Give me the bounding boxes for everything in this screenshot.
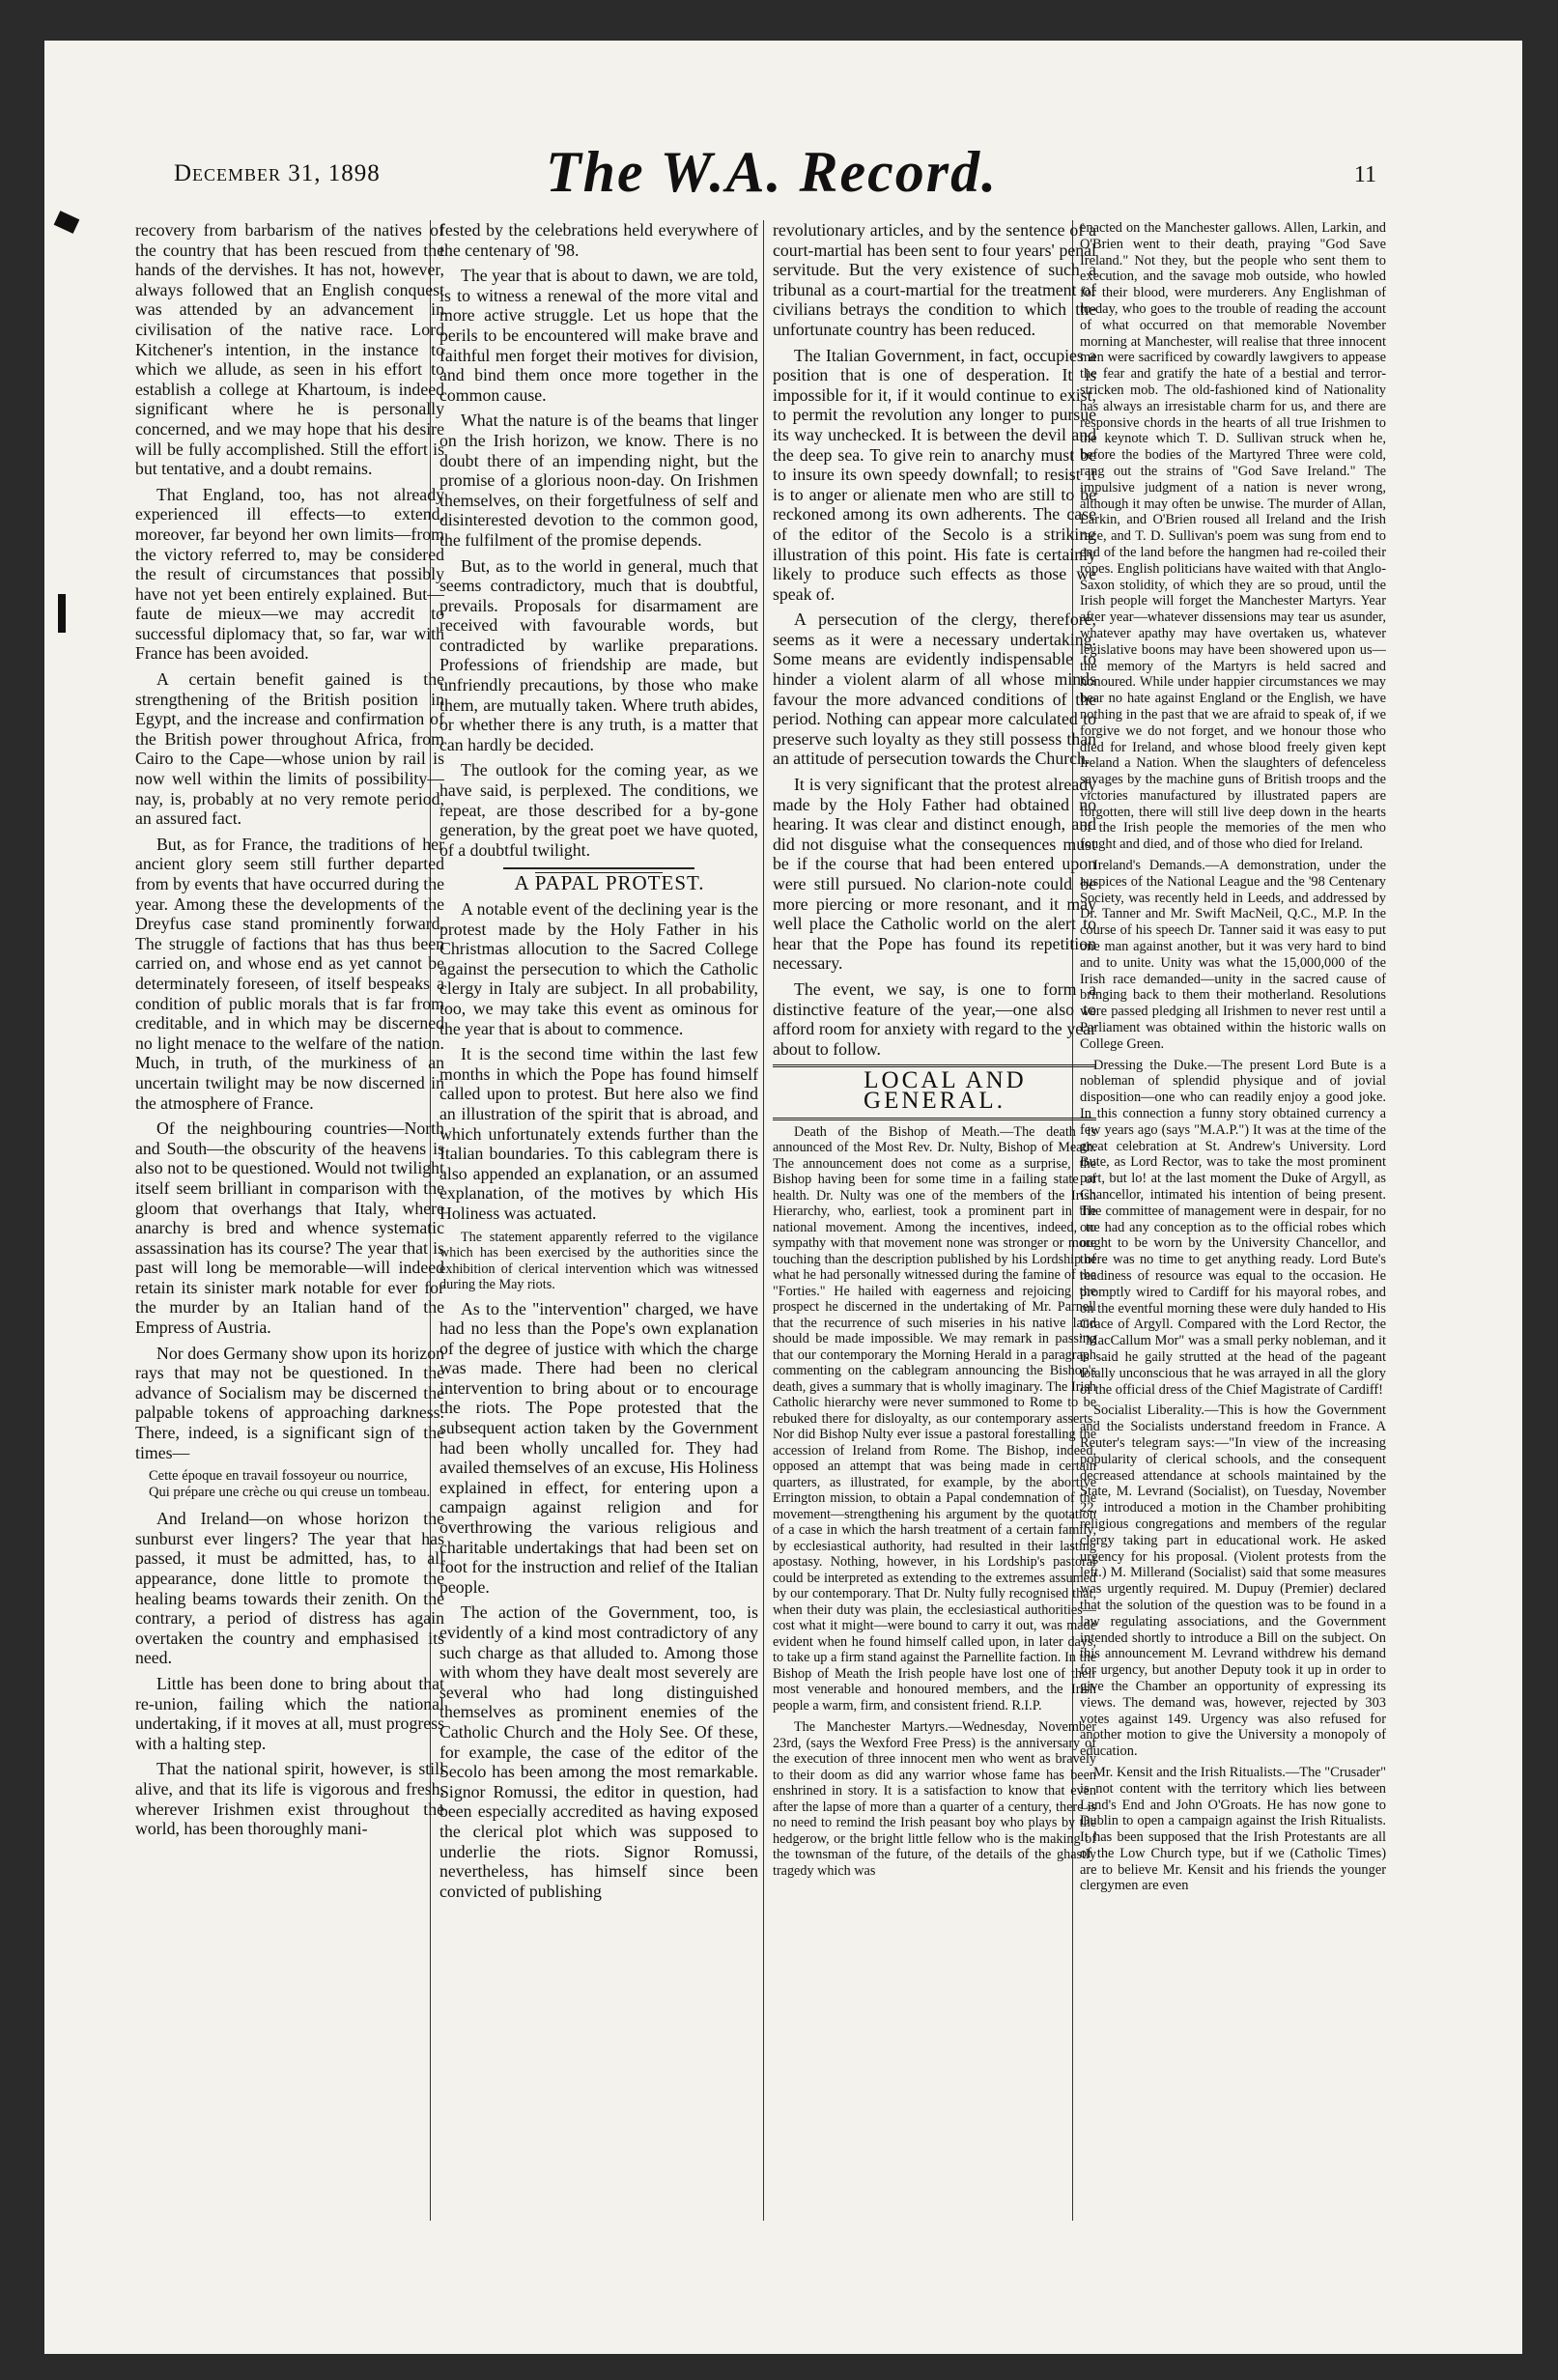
paragraph: fested by the celebrations held everywhere of the centenary of '98. [439, 220, 758, 260]
news-item: Ireland's Demands.—A demonstration, under the auspices of the National League and the '98 Centenary Society, was recently held in Leeds, and addressed by Dr. Tanner and Mr. Swift MacNeil, Q.C., M.P. In the course of his speech Dr. Tanner said it was easy to put one man against another, but it was very hard to bind and to unite. Unity was what the 15,000,000 of the Irish race demanded—unity in the sacred cause of bringing back to them their motherland. Resolutions were passed pledging all Irishmen to never rest until a Parliament was obtained within the historic walls on College Green. [1080, 858, 1386, 1052]
margin-mark [58, 594, 66, 633]
paragraph: A certain benefit gained is the strengthening of the British position in Egypt, and the increase and confirmation of the British power throughout Africa, from Cairo to the Cape—whose union by rail is now well within the limits of possibility—nay, is, probably at no very remote period, an assured fact. [135, 669, 444, 829]
news-item: enacted on the Manchester gallows. Allen, Larkin, and O'Brien went to their death, praying "God Save Ireland." Not they, but the people who sent them to execution, and the savage mob outside, who howled for their blood, were murderers. Any Englishman of to-day, who goes to the trouble of reading the account of what occurred on that memorable November morning at Manchester, will realise that three innocent men were sacrificed by cowardly lawgivers to appease the fear and gratify the hate of a bestial and terror-stricken mob. The old-fashioned kind of Nationality has always an irresistable charm for us, and there are responsive chords in the hearts of all true Irishmen to the keynote which T. D. Sullivan struck when he, before the bodies of the Martyred Three were cold, rang out the strains of "God Save Ireland." The impulsive judgment of a nation is never wrong, although it may often be unwise. The murder of Allan, Larkin, and O'Brien roused all Ireland and the Irish race, and T. D. Sullivan's poem was sung from end to end of the land before the hangmen had re-coiled their ropes. English politicians have waited with that Anglo-Saxon stolidity, of which they are so proud, until the Irish people will forget the Manchester Martyrs. Year after year—whatever dissensions may tear us asunder, whatever apathy may have overtaken us, whatever legislative boons may have been showered upon us—the memory of the Martyrs is held sacred and honoured. While under happier circumstances we may bear no hate against England or the English, we have nothing in the past that we are afraid to speak of, if we forgive we do not forget, and we honour those who died for Ireland, and whose blood freely given kept Ireland a Nation. When the slaughters of defenceless savages by the machine guns of British troops and the victories manufactured by illustrated papers are forgotten, there will still live deep down in the hearts of the Irish people the memories of the men who fought and died, and of those who died for Ireland. [1080, 220, 1386, 853]
column-4 [1080, 220, 1386, 2221]
paragraph: A persecution of the clergy, therefore, seems as it were a necessary undertaking. Some means are evidently indispensable to hinder a violent alarm of all whose minds favour the more advanced conditions of the period. Nothing can appear more calculated to preserve such loyalty as they still possess than an attitude of persecution towards the Church. [773, 609, 1096, 769]
quote-line: Qui prépare une crèche ou qui creuse un tombeau. [149, 1485, 431, 1501]
section-heading: A PAPAL PROTEST. [514, 871, 705, 895]
column-3 [773, 220, 1096, 2221]
page-number: 11 [1353, 162, 1376, 187]
paragraph: And Ireland—on whose horizon the sunburst ever lingers? The year that has passed, it must be admitted, has, to all appearance, done little to promote the healing beams towards their zenith. On the contrary, a period of distress has again overtaken the country and emphasised its need. [135, 1509, 444, 1668]
paragraph: What the nature is of the beams that linger on the Irish horizon, we know. There is no doubt there of an impending night, but the promise of a glorious noon-day. On Irishmen themselves, on their forgetfulness of self and disinterested devotion to the common good, the fulfilment of the promise depends. [439, 411, 758, 550]
issue-date: December 31, 1898 [174, 160, 381, 186]
news-item: Death of the Bishop of Meath.—The death is announced of the Most Rev. Dr. Nulty, Bishop of Meath. The announcement does not come as a surprise, the Bishop having been for some time in a failing state of health. Dr. Nulty was one of the members of the Irish Hierarchy, who, earliest, took a prominent part in the national movement. Among the incentives, indeed, to sympathy with that movement none was stronger or more touching than the description published by his Lordship of what he had personally witnessed during the famine of the "Forties." He hailed with eagerness and rejoicing the prospect he discerned in the undertaking of Mr. Parnell that the recurrence of such miseries in his native land should be made impossible. We may remark in passing that our contemporary the Morning Herald in a paragraph commenting on the cablegram announcing the Bishop's death, gives a summary that is wholly imaginary. The Irish Catholic hierarchy were never summoned to Rome to be rebuked there for disloyalty, as our contemporary asserts. Nor did Bishop Nulty ever issue a pastoral forestalling the accession of Ireland from Rome. The Bishop, indeed, opposed an attempt that was being made in certain quarters, as illustrated, for example, by the abortive Errington mission, to obtain a Papal condemnation of the movement—strengthening his argument by the quotation of a case in which the harsh treatment of a certain family, by ecclesiastical authority, had resulted in their lasting apostasy. Nothing, however, in his Lordship's pastoral could be interpreted as extending to the extremes assumed by our contemporary. That Dr. Nulty fully recognised that, when their duty was plain, the ecclesiastical authorities—cost what it might—were bound to carry it out, was made evident when he found himself called upon, in later days, to take up a firm stand against the Parnellite faction. In the Bishop of Meath the Irish people have lost one of their most venerable and honoured members, and the Irish people a warm, firm, and consistent friend. R.I.P. [773, 1123, 1096, 1714]
masthead [130, 140, 1376, 204]
paragraph: The event, we say, is one to form a distinctive feature of the year,—one also to afford room for anxiety with regard to the year about to follow. [773, 978, 1096, 1059]
verse-quote [135, 1468, 444, 1501]
paragraph: Of the neighbouring countries—North and South—the obscurity of the heavens is also not to be questioned. Would not twilight itself seem brilliant in comparison with the gloom that overhangs that Italy, where anarchy is bred and whence systematic assassination has its course? The year that is past will long be memorable—will indeed retain its sinister mark notable for ever for the murder by an Italian hand of the Empress of Austria. [135, 1119, 444, 1338]
paragraph: Nor does Germany show upon its horizon rays that may not be questioned. In the advance of Socialism may be discerned the palpable tokens of approaching darkness. There, indeed, is a significant sign of the times— [135, 1343, 444, 1462]
quoted-statement: The statement apparently referred to the vigilance which has been exercised by the authorities since the exhibition of clerical intervention which was witnessed during the May riots. [439, 1229, 758, 1292]
paragraph: As to the "intervention" charged, we have had no less than the Pope's own explanation of the degree of justice with which the charge was made. There had been no clerical intervention to bring about or to encourage the riots. The Pope protested that the subsequent action taken by the Government had been wholly uncalled for. They had availed themselves of an excuse, His Holiness explained in effect, for entering upon a campaign against religion and for overthrowing the various religious and charitable undertakings that had been set on foot for the instruction and relief of the Italian people. [439, 1298, 758, 1597]
column-2 [439, 220, 758, 2221]
news-item: Mr. Kensit and the Irish Ritualists.—The "Crusader" is not content with the territory which lies between Land's End and John O'Groats. He has now gone to Dublin to open a campaign against the Irish Ritualists. It has been supposed that the Irish Protestants are all of the Low Church type, but if we (Catholic Times) are to believe Mr. Kensit and his friends the younger clergymen are even [1080, 1764, 1386, 1894]
paragraph: But, as to the world in general, much that seems contradictory, much that is doubtful, prevails. Proposals for disarmament are received with favourable words, but contradicted by warlike preparations. Professions of friendship are made, but unfriendly precautions, by those who make them, are mutually taken. Where truth abides, or whether there is any truth, is a matter that can hardly be decided. [439, 555, 758, 754]
paragraph: It is very significant that the protest already made by the Holy Father had obtained no hearing. It was clear and distinct enough, and did not disguise what the consequences must be if the course that had been entered upon were still pursued. No clarion-note could be more piercing or more resonant, and it may well place the Catholic world on the alert to hear that the Pope has found its repetition necessary. [773, 775, 1096, 974]
column-1 [135, 220, 444, 2221]
paragraph: recovery from barbarism of the natives of the country that has been rescued from the hands of the dervishes. It has not, however, always followed that an English conquest was attended by an advancement in civilisation of the native race. Lord Kitchener's intention, in the instance to which we allude, as seen in his effort to establish a college at Khartoum, is indeed significant where he is personally concerned, and we may hope that his desire will be fully accomplished. Still the effort is but tentative, and a doubt remains. [135, 220, 444, 479]
paragraph: The Italian Government, in fact, occupies a position that is one of desperation. It is impossible for it, if it would continue to exist, to permit the revolution any longer to pursue its way unchecked. It is between the devil and the deep sea. To give rein to anarchy must be to insure its own speedy downfall; to resist it is to anger or alienate men who are still to be reckoned among its own adherents. The case of the editor of the Secolo is a striking illustration of this point. His fate is certainly likely to produce such effects as those we speak of. [773, 345, 1096, 604]
paragraph: The action of the Government, too, is evidently of a kind most contradictory of any such charge as that alluded to. Among those with whom they have dealt most severely are several who had long distinguished themselves as prominent enemies of the Catholic Church and the Holy See. Of these, for example, the case of the editor of the Secolo has been among the most remarkable. Signor Romussi, the editor in question, had been especially accredited as having exposed the clerical plot which was supposed to underlie the riots. Signor Romussi, nevertheless, has himself since been convicted of publishing [439, 1602, 758, 1901]
paragraph: revolutionary articles, and by the sentence of a court-martial has been sent to four years' penal servitude. But the very existence of such a tribunal as a court-martial for the treatment of civilians betrays the condition to which the unfortunate country has been reduced. [773, 220, 1096, 339]
paragraph: A notable event of the declining year is the protest made by the Holy Father in his Christmas allocution to the Sacred College against the persecution to which the Catholic clergy in Italy are subject. In all probability, too, we may take this event as ominous for the year that is about to commence. [439, 899, 758, 1038]
newspaper-title: The W.A. Record. [546, 140, 999, 204]
column-rule [763, 220, 764, 2221]
paragraph: That England, too, has not already experienced ill effects—to extend, moreover, far beyond her own limits—from the victory referred to, may be considered the result of circumstances that possibly have not yet been entirely explained. But—faute de mieux—we may accredit to successful diplomacy that, so far, war with France has been avoided. [135, 484, 444, 664]
paragraph: The year that is about to dawn, we are told, is to witness a renewal of the more vital and more active struggle. Let us hope that the perils to be encountered will make brave and faithful men forget their motives for division, and bind them once more together in the common cause. [439, 266, 758, 405]
paragraph: The outlook for the coming year, as we have said, is perplexed. The conditions, we repeat, are those described for a by-gone generation, by the great poet we have quoted, of a doubtful twilight. [439, 760, 758, 860]
paragraph: That the national spirit, however, is still alive, and that its life is vigorous and fresh, wherever Irishmen exist throughout the world, has been thoroughly mani- [135, 1759, 444, 1839]
news-item: Socialist Liberality.—This is how the Government and the Socialists understand freedom in France. A Reuter's telegram says:—"In view of the increasing popularity of clerical schools, and the consequent decreased attendance at schools maintained by the State, M. Levrand (Socialist), on Tuesday, November 22, introduced a motion in the Chamber prohibiting religious congregations and members of the regular clergy taking part in educational work. He asked urgency for his proposal. (Violent protests from the left.) M. Millerand (Socialist) said that some measures was urgently required. M. Dupuy (Premier) declared that the solution of the question was to be found in a law regulating associations, and the Government intended shortly to introduce a Bill on the subject. On this announcement M. Levrand withdrew his demand for urgency, but another Deputy took it up in order to give the Chamber an opportunity of expressing its views. The demand was, however, rejected by 303 votes against 149. Urgency was also refused for another motion to give the University a monopoly of education. [1080, 1402, 1386, 1760]
news-item: Dressing the Duke.—The present Lord Bute is a nobleman of splendid physique and of jovial disposition—one who can readily enjoy a good joke. In this connection a funny story obtained currency a few years ago (says "M.A.P.") It was at the time of the great celebration at St. Andrew's University. Lord Bute, as Lord Rector, was to take the most prominent part, but lo! at the last moment the Duke of Argyll, as Chancellor, intimated his intention of being present. The committee of management were in despair, for no one had any conception as to the official robes which ought to be worn by the University Chancellor, and there was no time to get anything ready. Lord Bute's readiness of resource was equal to the occasion. He promptly wired to Cardiff for his mayoral robes, and on the eventful morning these were duly handed to His Grace of Argyll. Compared with the Lord Rector, the "MacCallum Mor" was a small perky nobleman, and it is said he gaily strutted at the head of the pageant totally unconscious that he was arrayed in all the glory of the official dress of the Chief Magistrate of Cardiff! [1080, 1057, 1386, 1398]
section-divider [503, 867, 694, 869]
quote-line: Cette époque en travail fossoyeur ou nourrice, [149, 1468, 408, 1485]
section-divider [773, 1118, 1096, 1120]
paragraph: But, as for France, the traditions of her ancient glory seem still further departed from by events that have occurred during the year. Among these the developments of the Dreyfus case stand prominently forward. The struggle of factions that has thus been carried on, and whose end as yet cannot be determinately foreseen, of itself bespeaks a condition of public morals that is far from creditable, and in which may be discerned no light menace to the welfare of the nation. Much, in truth, of the murkiness of an uncertain twilight may be now discerned in the atmosphere of France. [135, 834, 444, 1113]
news-item: The Manchester Martyrs.—Wednesday, November 23rd, (says the Wexford Free Press) is the anniversary of the execution of three innocent men who went as bravely to their doom as did any warrior whose fame has been enshrined in story. It is a satisfaction to know that even after the lapse of more than a quarter of a century, there is no need to remind the Irish peasant boy who plays by the hedgerow, or the bright little fellow who is the making of the townsman of the future, of the details of the ghastly tragedy which was [773, 1719, 1096, 1879]
section-heading: LOCAL AND GENERAL. [864, 1067, 1027, 1114]
paragraph: It is the second time within the last few months in which the Pope has found himself called upon to protest. But here also we find an illustration of the spirit that is abroad, and which unfortunately extends further than the Italian boundaries. To this cablegram there is also appended an explanation, or an assumed explanation, of the motives by which His Holiness was actuated. [439, 1044, 758, 1223]
paragraph: Little has been done to bring about that re-union, failing which the national undertaking, if it moves at all, must progress with a halting step. [135, 1673, 444, 1753]
